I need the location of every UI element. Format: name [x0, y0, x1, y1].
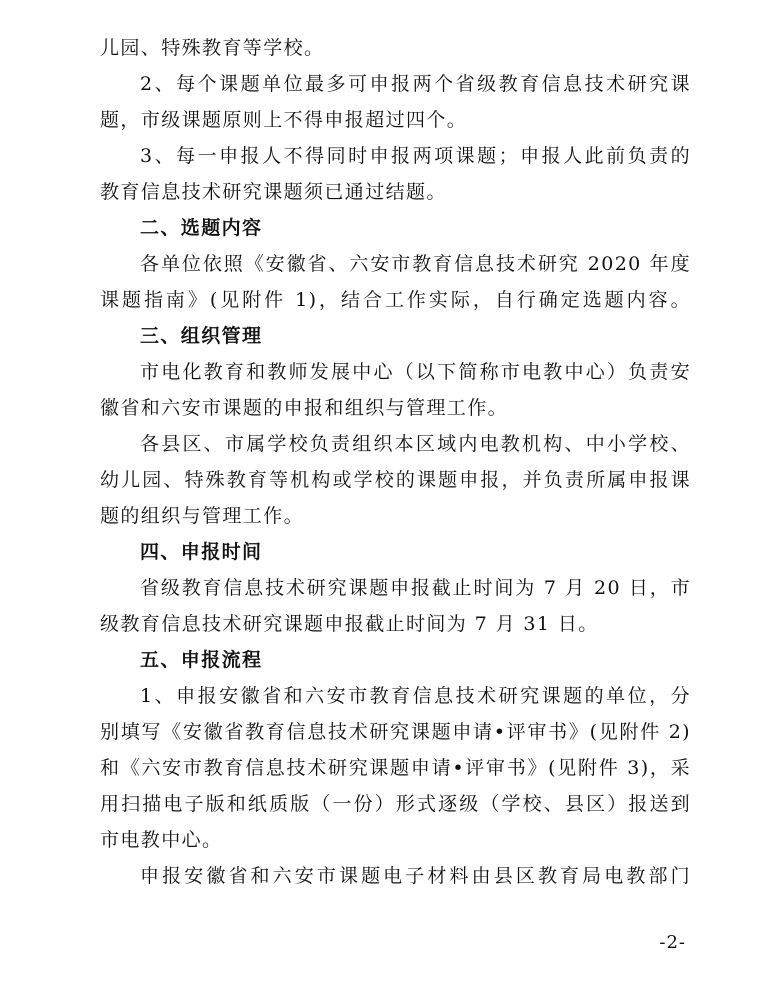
body-text-line: 各单位依照《安徽省、六安市教育信息技术研究 2020 年度	[140, 253, 691, 275]
body-text-line: 省级教育信息技术研究课题申报截止时间为 7 月 20 日，市	[140, 577, 691, 599]
body-text-line: 徽省和六安市课题的申报和组织与管理工作。	[100, 397, 509, 419]
body-text-line: 级教育信息技术研究课题申报截止时间为 7 月 31 日。	[100, 613, 599, 635]
body-text-line: 2、每个课题单位最多可申报两个省级教育信息技术研究课	[140, 73, 691, 95]
body-text-line: 别填写《安徽省教育信息技术研究课题申请•评审书》(见附件 2)	[100, 721, 691, 743]
section-heading: 四、申报时间	[140, 541, 263, 563]
body-text-line: 和《六安市教育信息技术研究课题申请•评审书》(见附件 3)，采	[100, 757, 691, 779]
body-text-line: 1、申报安徽省和六安市教育信息技术研究课题的单位，分	[140, 685, 691, 707]
section-heading: 五、申报流程	[140, 649, 263, 671]
body-text-line: 申报安徽省和六安市课题电子材料由县区教育局电教部门	[140, 865, 691, 887]
body-text-line: 用扫描电子版和纸质版（一份）形式逐级（学校、县区）报送到	[100, 793, 691, 815]
section-heading: 三、组织管理	[140, 325, 263, 347]
body-text-line: 3、每一申报人不得同时申报两项课题；申报人此前负责的	[140, 145, 691, 167]
body-text-line: 市电教中心。	[100, 829, 223, 851]
body-text-line: 课题指南》(见附件 1)，结合工作实际，自行确定选题内容。	[100, 289, 691, 311]
body-text-line: 教育信息技术研究课题须已通过结题。	[100, 181, 447, 203]
body-text-line: 儿园、特殊教育等学校。	[100, 37, 325, 59]
page-number: -2-	[659, 932, 686, 953]
body-text-line: 题，市级课题原则上不得申报超过四个。	[100, 109, 468, 131]
body-text-line: 各县区、市属学校负责组织本区域内电教机构、中小学校、	[140, 433, 691, 455]
body-text-line: 题的组织与管理工作。	[100, 505, 305, 527]
section-heading: 二、选题内容	[140, 217, 263, 239]
body-text-line: 幼儿园、特殊教育等机构或学校的课题申报，并负责所属申报课	[100, 469, 691, 491]
body-text-line: 市电化教育和教师发展中心（以下简称市电教中心）负责安	[140, 361, 691, 383]
